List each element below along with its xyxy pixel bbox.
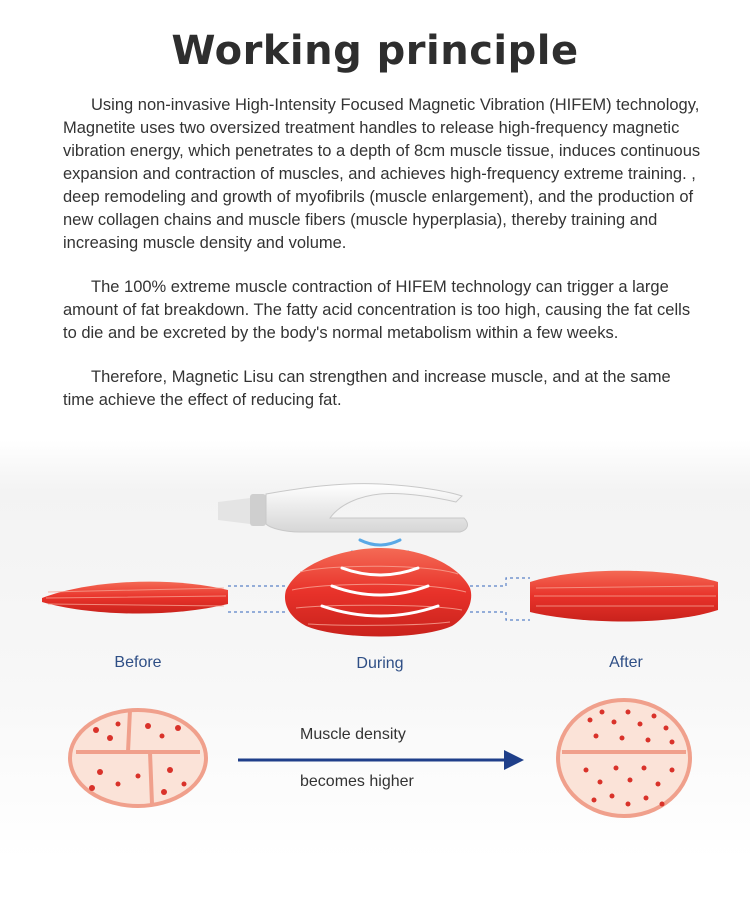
label-after: After [609,654,643,671]
muscle-before [42,582,228,614]
paragraph-fat-breakdown: The 100% extreme muscle contraction of HIFEM technology can trigger a large amount of fat breakdown. The fatty acid concentration is too high, causing the fat cells to die and be excreted by the body's normal metabolism within a few weeks. [63,278,691,342]
paragraph-conclusion: Therefore, Magnetic Lisu can strengthen and increase muscle, and at the same time achieve the effect of reducing fat. [63,368,671,409]
treatment-handle [218,484,467,532]
tissue-after [558,700,690,816]
caption-becomes-higher: becomes higher [300,773,414,790]
label-before: Before [114,654,162,671]
label-during: During [356,655,404,672]
muscle-after [530,571,718,622]
density-arrow [238,750,524,770]
illustration-svg [0,440,750,860]
page-title: Working principle [171,28,579,74]
body-text [63,94,703,433]
caption-muscle-density: Muscle density [300,726,406,743]
paragraph-hifem: Using non-invasive High-Intensity Focused Magnetic Vibration (HIFEM) technology, Magnetite uses two oversized treatment handles to release high-frequency magnetic vibration energy, which penetrates to a depth of 8cm muscle tissue, induces continuous expansion and contraction of muscles, and achieves high-frequency extreme training. , deep remodeling and growth of myofibrils (muscle enlargement), and the production of new collagen chains and muscle fibers (muscle hyperplasia), thereby training and increasing muscle density and volume. [63,96,701,252]
muscle-illustration [0,440,750,860]
tissue-before [70,710,206,806]
muscle-during [285,548,471,637]
